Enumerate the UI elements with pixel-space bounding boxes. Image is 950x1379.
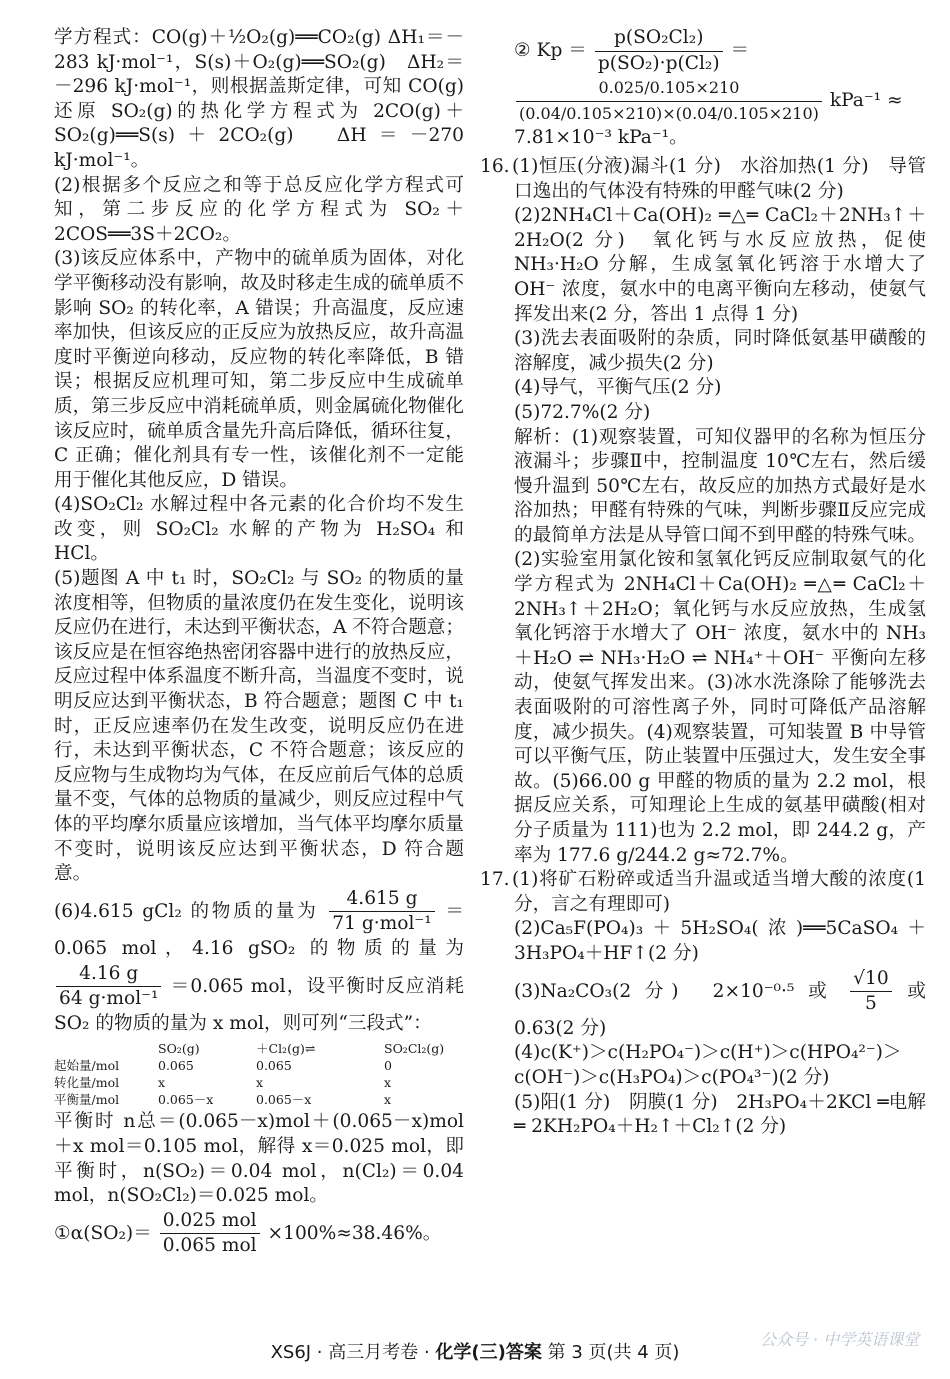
answer-15-2: (2)根据多个反应之和等于总反应化学方程式可知，第二步反应的化学方程式为 SO₂＋2COS══3S＋2CO₂。 [54,174,464,245]
fraction-kp-numeric: $\frac{0.025/0.105\times 210}{(0.04/0.105\times 210)\times(0.04/0.105\times 210)}$ [516,76,822,126]
answer-16-2: (2)2NH₄Cl＋Ca(OH)₂ ═△═ CaCl₂＋2NH₃↑＋2H₂O(2 分) 氧化钙与水反应放热，促使 NH₃·H₂O 分解，生成氢氧化钙溶于水增大了 OH⁻ 浓度，氨水中的电离平衡向左移动，使氨气挥发出来(2 分，答出 1 点得 1 分) [514,205,926,325]
table-row: 转化量/mol x x x [54,1075,392,1091]
question-16: 16. (1)恒压(分液)漏斗(1 分) 水浴加热(1 分) 导管口逸出的气体没有特殊的甲醛气味(2 分) [480,155,926,202]
left-column [54,26,464,1259]
answer-15-6-conversion: ①α(SO₂)＝ $\frac{\text{0.025 mol}}{\text{0.065 mol}}$ ×100%≈38.46%。 [54,1209,464,1259]
answer-17-4: (4)c(K⁺)＞c(H₂PO₄⁻)＞c(H⁺)＞c(HPO₄²⁻)＞c(OH⁻)＞c(H₃PO₄)＞c(PO₄³⁻)(2 分) [514,1042,902,1088]
analysis-16: 解析：(1)观察装置，可知仪器甲的名称为恒压分液漏斗；步骤Ⅱ中，控制温度 10℃左右，然后缓慢升温到 50℃左右，故反应的加热方式最好是水浴加热；甲醛有特殊的气味，判断步骤Ⅱ反应完成的最简单方法是从导管口闻不到甲醛的特殊气味。(2)实验室用氯化铵和氢氧化钙反应制取氨气的化学方程式为 2NH₄Cl＋Ca(OH)₂ ═△═ CaCl₂＋2NH₃↑＋2H₂O；氧化钙与水反应放热，生成氢氧化钙溶于水增大了 OH⁻ 浓度，氨水中的 NH₃＋H₂O ⇌ NH₃·H₂O ⇌ NH₄⁺＋OH⁻ 平衡向左移动，使氨气挥发出来。(3)冰水洗涤除了能够洗去表面吸附的可溶性离子外，同时可降低产品溶解度，减少损失。(4)观察装置，可知装置 B 中导管可以平衡气压，防止装置中压强过大，发生安全事故。(5)66.00 g 甲醛的物质的量为 2.2 mol，根据反应关系，可知理论上生成的氨基甲磺酸(相对分子质量为 111)也为 2.2 mol，即 244.2 g，产率为 177.6 g/244.2 g≈72.7%。 [514,426,926,866]
answer-15-6: (6)4.615 gCl₂ 的物质的量为 $\frac{4.615 g}{\text{71 g·mol⁻¹}}$ ＝0.065 mol，4.16 gSO₂ 的物质的量为 $\frac{4.16 g}{\text{64 g·mol⁻¹}}$ ＝0.065 mol，设平衡时反应消耗 SO₂ 的物质的量为 x mol，则可列“三段式”： [54,887,465,1034]
fraction-sqrt10: $\frac{√10}{5}$ [850,967,892,1017]
watermark: 公众号 · 中学英语课堂 [760,1330,920,1349]
answer-17-3: (3)Na₂CO₃(2 分) 2×10⁻⁰·⁵ 或 $\frac{√10}{5}$ 或 0.63(2 分) [514,967,926,1039]
three-stage-table [54,1040,464,1108]
table-header: SO₂(g) ＋Cl₂(g)⇌ SO₂Cl₂(g) [158,1041,445,1057]
question-17: 17. (1)将矿石粉碎或适当升温或适当增大酸的浓度(1 分，言之有理即可) [480,869,926,915]
answer-15-3: (3)该反应体系中，产物中的硫单质为固体，对化学平衡移动没有影响，故及时移走生成的硫单质不影响 SO₂ 的转化率，A 错误；升高温度，反应速率加快，但该反应的正反应为放热反应，故升高温度时平衡逆向移动，反应物的转化率降低，B 错误；根据反应机理可知，第二步反应中生成硫单质，第三步反应中消耗硫单质，则金属硫化物催化该反应时，硫单质含量先升高后降低，循环往复，C 正确；催化剂具有专一性，该催化剂不一定能用于催化其他反应，D 错误。 [54,248,464,491]
footer-subject: 化学(三)答案 [435,1342,542,1363]
fraction-cl2: $\frac{4.615 g}{\text{71 g·mol⁻¹}}$ [329,887,434,937]
answer-15-5: (5)题图 A 中 t₁ 时，SO₂Cl₂ 与 SO₂ 的物质的量浓度相等，但物质的量浓度仍在发生变化，说明该反应仍在进行，未达到平衡状态，A 不符合题意；该反应是在恒容绝热密闭容器中进行的放热反应，反应过程中体系温度不断升高，当温度不变时，说明反应达到平衡状态，B 符合题意；题图 C 中 t₁ 时，正反应速率仍在发生改变，说明反应仍在进行，未达到平衡状态，C 不符合题意；该反应的反应物与生成物均为气体，在反应前后气体的总质量不变，气体的总物质的量减少，则反应过程中气体的平均摩尔质量应该增加，当气体平均摩尔质量不变时，说明该反应达到平衡状态，D 符合题意。 [54,568,464,885]
kp-expression: ② Kp ＝ $\frac{\text{p(SO₂Cl₂)}}{\text{p(SO₂)·p(Cl₂)}}$ ＝ [514,26,926,76]
answer-17-2: (2)Ca₅F(PO₄)₃＋5H₂SO₄(浓)══5CaSO₄＋3H₃PO₄＋HF↑(2 分) [514,918,926,964]
fraction-so2: $\frac{4.16 g}{\text{64 g·mol⁻¹}}$ [56,962,161,1012]
table-row: 起始量/mol 0.065 0.065 0 [54,1058,392,1074]
kp-result: 7.81×10⁻³ kPa⁻¹。 [514,127,688,149]
table-row: 平衡量/mol 0.065－x 0.065－x x [54,1092,392,1108]
kp-calculation: $\frac{0.025/0.105\times 210}{(0.04/0.105\times 210)\times(0.04/0.105\times 210)}$ kPa⁻¹ ≈ [514,76,926,126]
answer-16-3: (3)洗去表面吸附的杂质，同时降低氨基甲磺酸的溶解度，减少损失(2 分) [514,328,926,374]
answer-15-4: (4)SO₂Cl₂ 水解过程中各元素的化合价均不发生改变，则 SO₂Cl₂ 水解的产物为 H₂SO₄ 和 HCl。 [54,494,464,565]
fraction-alpha: $\frac{\text{0.025 mol}}{\text{0.065 mol}}$ [160,1209,260,1259]
fraction-kp: $\frac{\text{p(SO₂Cl₂)}}{\text{p(SO₂)·p(Cl₂)}}$ [595,26,723,76]
answer-17-5: (5)阳(1 分) 阴膜(1 分) 2H₃PO₄＋2KCl ═电解═ 2KH₂PO₄＋H₂↑＋Cl₂↑(2 分) [514,1091,926,1138]
answer-16-5: (5)72.7%(2 分) [514,401,651,423]
page-footer: XS6J · 高三月考卷 · 化学(三)答案 第 3 页(共 4 页) [270,1342,680,1363]
answer-15-1: 学方程式：CO(g)＋½O₂(g)══CO₂(g) ΔH₁＝－283 kJ·mol⁻¹，S(s)＋O₂(g)══SO₂(g) ΔH₂＝－296 kJ·mol⁻¹，则根据盖斯定律，可知 CO(g)还原 SO₂(g)的热化学方程式为 2CO(g)＋SO₂(g)══S(s)＋2CO₂(g) ΔH＝－270 kJ·mol⁻¹。 [54,27,464,171]
right-column [480,26,926,1140]
answer-16-4: (4)导气，平衡气压(2 分) [514,377,722,399]
answer-15-6-equilibrium: 平衡时 n总＝(0.065－x)mol＋(0.065－x)mol＋x mol＝0.105 mol，解得 x＝0.025 mol，即平衡时，n(SO₂)＝0.04 mol，n(Cl₂)＝0.04 mol，n(SO₂Cl₂)＝0.025 mol。 [54,1111,464,1207]
